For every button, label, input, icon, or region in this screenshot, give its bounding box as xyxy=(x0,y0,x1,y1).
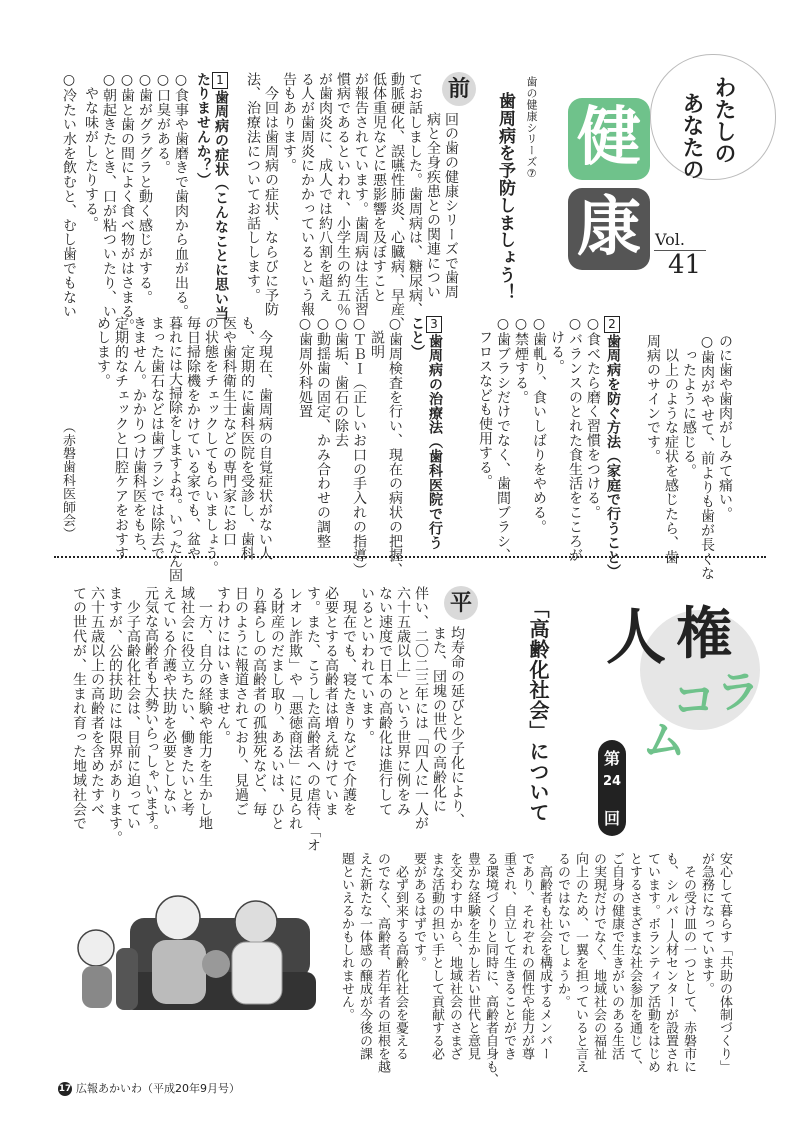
sec1-title-a: 歯周病の症状（こんなことに思い当 xyxy=(213,90,229,321)
rights-line: 重され、自立して生きることができ xyxy=(501,852,516,1060)
sec3-title-a: 歯周病の治療法（歯科医院で行う xyxy=(427,334,443,550)
intro-line: る人が歯周炎にかかっているという報 xyxy=(299,72,315,317)
rights-line: 豊かな経験を生かし若い世代と意見 xyxy=(465,852,480,1060)
sec1-item: やな味がしたりする。 xyxy=(83,72,99,231)
sec2-item: ○食べたら磨く習慣をつける。 xyxy=(585,316,601,520)
sec1-cont: ○歯肉がやせて、前よりも歯が長くな xyxy=(699,334,715,581)
family-illustration xyxy=(60,878,320,1028)
health-intro xyxy=(245,72,459,332)
rights-line: 伴い、二〇二三年には「四人に一人が xyxy=(413,586,429,831)
rights-line: 少子高齢化社会は、目前に迫ってい xyxy=(125,586,141,831)
intro-line: 法、治療法についてお話しします。 xyxy=(245,72,261,303)
sec1-item: ○歯がグラグラと動く感じがする。 xyxy=(137,72,153,305)
sec1-cont: 周病のサインです。 xyxy=(645,334,661,464)
rights-line: ての世代が、生まれ育った地域社会で xyxy=(71,586,87,831)
rights-line: り暮らしの高齢者の孤独死など、毎 xyxy=(251,586,267,817)
sec1-item: ○口臭がある。 xyxy=(155,72,171,175)
rights-title-jin: 人 xyxy=(606,603,666,673)
health-initial: 前 xyxy=(442,72,476,106)
closing-line: 毎日掃除機をかけている家でも、盆や xyxy=(185,316,201,561)
sec3-item: ○ＴＢＩ（正しいお口の手入れの指導） xyxy=(351,316,367,578)
sec3-item: 説明 xyxy=(369,316,385,360)
sec3-item: ○歯周検査を行い、現在の病状の把握、 xyxy=(387,316,403,578)
health-credit: （赤磐歯科医師会） xyxy=(60,420,75,541)
rights-title-ken: 権 xyxy=(676,602,732,667)
sec2-item: ○禁煙する。 xyxy=(513,316,529,405)
intro-line: 今回は歯周病の症状、ならびに予防 xyxy=(263,72,279,317)
intro-line: 低体重児などに悪影響を及ぼすこと xyxy=(371,72,387,303)
rights-line: いるといわれています。 xyxy=(359,586,375,745)
rights-line: 現在でも、寝たきりなどで介護を xyxy=(341,586,357,817)
sec1-item: ○朝起きたとき、口が粘ついたり、い xyxy=(101,72,117,319)
sec2-item: ○歯ブラシだけでなく、歯間ブラシ、 xyxy=(495,316,511,563)
intro-line: 回の歯の健康シリーズで歯周 xyxy=(443,112,459,300)
health-vol-label: Vol. xyxy=(655,230,685,249)
footer-publication: 広報あかいわ（平成20年9月号） xyxy=(76,1082,240,1095)
rights-line: が急務になっています。 xyxy=(699,852,714,995)
intro-line: が歯肉炎に、成人では約八割を超え xyxy=(317,72,333,303)
rights-line: 均寿命の延びと少子化により、 xyxy=(449,626,465,828)
closing-line: 定期的なチェックと口腔ケアをおすす xyxy=(113,316,129,561)
health-series-label: 歯の健康シリーズ⑦ xyxy=(525,76,538,181)
section-divider xyxy=(54,556,766,558)
rights-line: すわけにはいきません。 xyxy=(215,586,231,745)
rights-line: 必ず到来する高齢化社会を憂える xyxy=(393,852,408,1060)
health-vol-rule xyxy=(654,250,706,251)
closing-line: まった歯石などは歯ブラシでは除去で xyxy=(149,316,165,561)
rights-line: まな活動の担い手として貢献する必 xyxy=(429,852,444,1060)
closing-line: 医や歯科衛生士などの専門家にお口 xyxy=(221,316,237,547)
issue-dai: 第 xyxy=(603,749,620,768)
closing-line: 今現在、歯周病の自覚症状がない人 xyxy=(257,316,273,561)
rights-line: 題といえるかもしれません。 xyxy=(339,852,354,1021)
intro-line: 病と全身疾患との関連につい xyxy=(425,112,441,300)
health-headline: 歯周病を予防しましょう！ xyxy=(495,92,515,301)
rights-line: 六十五歳以上」という世界に例をみ xyxy=(395,586,411,817)
sec3-number: 3 xyxy=(426,316,442,333)
sec2-item: ○歯軋り、食いしばりをやめる。 xyxy=(531,316,547,534)
rights-title-mu: ム xyxy=(642,715,686,766)
sec3-item: ○動揺歯の固定、かみ合わせの調整 xyxy=(315,316,331,549)
rights-line: 要があるはずです。 xyxy=(411,852,426,969)
rights-title-ra: ラ xyxy=(716,667,760,718)
sec3-title-b: こと） xyxy=(409,316,425,360)
rights-line: また、団塊の世代の高齢化に xyxy=(431,626,447,814)
sec3-item: ○歯周外科処置 xyxy=(297,316,313,419)
sec1-item: ○歯と歯の間によく食べ物がはさまる。 xyxy=(119,72,135,334)
rights-line: 向上のため、一翼を担っていると言え xyxy=(573,852,588,1073)
rights-line: 六十五歳以上の高齢者を含めたすべ xyxy=(89,586,105,817)
rights-line: えている介護や扶助を必要としない xyxy=(161,586,177,817)
grandmother-head xyxy=(235,901,277,943)
rights-line: る財産のだまし取り、あるいは、ひと xyxy=(269,586,285,831)
grandmother-body xyxy=(232,942,282,1004)
rights-line: す。また、こうした高齢者への虐待、「オ xyxy=(305,586,321,853)
rights-line: も、シルバー人材センターが設置され xyxy=(663,852,678,1073)
intro-line: が報告されています。歯周病は生活習 xyxy=(353,72,369,317)
rights-line: 必要とする高齢者は増え続けていま xyxy=(323,586,339,817)
health-vol-number: 41 xyxy=(668,250,702,280)
rights-line: 高齢者も社会を構成するメンバー xyxy=(537,852,552,1060)
sec1-cont: のに歯や歯肉がしみて痛い。 xyxy=(717,334,733,522)
rights-line: 日のように報道されており、見過ご xyxy=(233,586,249,817)
rights-line: ない速度で日本の高齢化は進行して xyxy=(377,586,393,817)
rights-line: その受け皿の一つとして、赤磐市に xyxy=(681,852,696,1073)
sec2-title: 歯周病を防ぐ方法（家庭で行うこと） xyxy=(605,334,621,579)
rights-title-co: コ xyxy=(672,675,716,726)
rights-line: ています。ボランティア活動をはじめ xyxy=(645,852,660,1073)
closing-line: の状態をチェックしてもらいましょう。 xyxy=(203,316,219,576)
footer-page-badge xyxy=(58,1082,72,1096)
rights-line: る環境づくりと同時に、高齢者自身も、 xyxy=(483,852,498,1086)
rights-headline: 「高齢化社会」について xyxy=(526,598,550,823)
rights-line: えた新たな一体感の醸成が今後の課 xyxy=(357,852,372,1060)
rights-line: 域社会に役立ちたい、働きたいと考 xyxy=(179,586,195,817)
child-head xyxy=(78,930,114,966)
closing-line: 暮れには大掃除をしますよね。いったん固 xyxy=(167,316,183,582)
footer-page-number: 17 xyxy=(58,1084,72,1094)
intro-line: てお話しました。歯周病は、糖尿病、 xyxy=(407,72,423,317)
sofa-arm xyxy=(116,948,138,1010)
sec1-item: ○冷たい水を飲むと、むし歯でもない xyxy=(61,72,77,319)
sec1-number: 1 xyxy=(212,72,228,89)
closing-line: きません。かかりつけ歯科医をもち、 xyxy=(131,316,147,561)
health-kanji-ken: 健 xyxy=(568,98,650,180)
sec2-number: 2 xyxy=(604,316,620,333)
flower-bouquet xyxy=(202,950,230,978)
grandfather-body xyxy=(152,940,206,1004)
rights-line: とするさまざまな社会参加を通じて、 xyxy=(627,852,642,1073)
health-kanji-kou: 康 xyxy=(568,188,650,270)
intro-line: 動脈硬化、誤嚥性肺炎、心臓病、早産、 xyxy=(389,72,405,332)
child-body xyxy=(82,966,112,1008)
intro-line: 慣病であるといわれ、小学生の約五％ xyxy=(335,72,351,317)
rights-line: を交わす中から、地域社会のさまざ xyxy=(447,852,462,1060)
sec2-item: フロスなども使用する。 xyxy=(477,316,493,489)
issue-number: 24 xyxy=(602,774,622,789)
intro-line: 告もあります。 xyxy=(281,72,297,173)
rights-line: るのではないでしょうか。 xyxy=(555,852,570,1008)
sec3-item: ○歯垢、歯石の除去 xyxy=(333,316,349,448)
sec2-item: ける。 xyxy=(549,316,565,374)
issue-kai: 回 xyxy=(603,809,620,828)
sec1-cont: 以上のような症状を感じたら、歯 xyxy=(663,334,679,565)
rights-line: 安心して暮らす「共助の体制づくり」 xyxy=(717,852,732,1073)
sec1-cont: ったように感じる。 xyxy=(681,334,697,478)
sec2-item: ○バランスのとれた食生活をこころが xyxy=(567,316,583,563)
rights-initial: 平 xyxy=(444,586,478,620)
rights-line: のでなく、高齢者、若年者の垣根を越 xyxy=(375,852,390,1073)
rights-line: ますが、公的扶助には限界があります。 xyxy=(107,586,123,846)
sec1-item: ○食事や歯磨きで歯肉から血が出る。 xyxy=(173,72,189,319)
rights-line: の実現だけでなく、地域社会の福祉 xyxy=(591,852,606,1060)
health-title-line2: あなたの xyxy=(679,92,705,180)
closing-line: めします。 xyxy=(95,316,111,388)
sec1-title-b: たりませんか？） xyxy=(195,72,211,188)
rights-line: レオレ詐欺」や「悪徳商法」に見られ xyxy=(287,586,303,831)
rights-line: ご自身の健康で生きがいのある生活 xyxy=(609,852,624,1060)
closing-line: も、定期的に歯科医院を受診し、歯科 xyxy=(239,316,255,561)
rights-line: 元気な高齢者も大勢いらっしゃいます。 xyxy=(143,586,159,838)
grandfather-head xyxy=(156,896,200,940)
rights-line: であり、それぞれの個性や能力が尊 xyxy=(519,852,534,1060)
rights-line: 一方、自分の経験や能力を生かし地 xyxy=(197,586,213,831)
health-title-line1: わたしの xyxy=(711,76,737,164)
